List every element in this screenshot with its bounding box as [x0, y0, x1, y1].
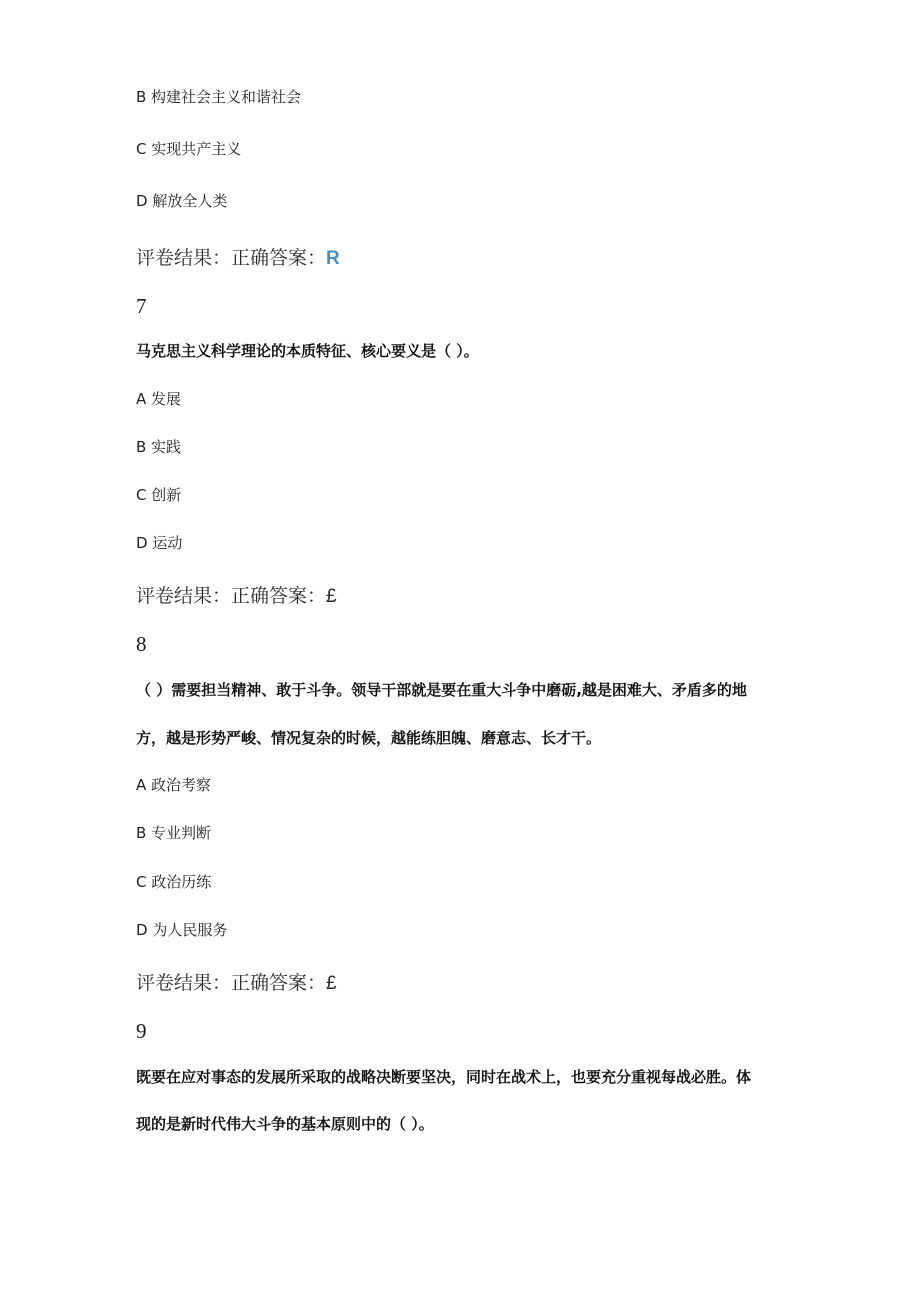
- q8-option-d: D 为人民服务: [136, 921, 228, 939]
- q7-result: [136, 583, 337, 610]
- q8-number: 8: [136, 632, 147, 656]
- q6-option-b: B 构建社会主义和谐社会: [136, 88, 302, 106]
- q8-stem-line-2: 方，越是形势严峻、情况复杂的时候，越能练胆魄、磨意志、长才干。: [136, 729, 602, 747]
- q8-option-a: A 政治考察: [136, 776, 212, 794]
- q8-option-c: C 政治历练: [136, 873, 212, 891]
- q8-result-label: 评卷结果：正确答案：: [136, 972, 327, 994]
- q8-option-b: B 专业判断: [136, 824, 212, 842]
- q7-stem: 马克思主义科学理论的本质特征、核心要义是（ ）。: [136, 342, 479, 360]
- q6-option-c: C 实现共产主义: [136, 140, 242, 158]
- q8-result: [136, 970, 337, 997]
- q9-stem-line-2: 现的是新时代伟大斗争的基本原则中的（ ）。: [136, 1115, 434, 1133]
- q8-result-answer: £: [326, 973, 337, 994]
- q7-result-answer: £: [326, 586, 337, 607]
- q7-option-d: D 运动: [136, 534, 183, 552]
- q7-option-a: A 发展: [136, 390, 182, 408]
- q7-result-label: 评卷结果：正确答案：: [136, 585, 327, 607]
- q6-result-answer: R: [326, 248, 340, 269]
- q9-stem-line-1: 既要在应对事态的发展所采取的战略决断要坚决，同时在战术上，也要充分重视每战必胜。体: [136, 1068, 752, 1086]
- q7-option-b: B 实践: [136, 438, 182, 456]
- q6-result: [136, 245, 340, 272]
- q8-stem-line-1: （ ）需要担当精神、敢于斗争。领导干部就是要在重大斗争中磨砺,越是困难大、矛盾多的地: [136, 681, 747, 699]
- q7-option-c: C 创新: [136, 486, 182, 504]
- q6-option-d: D 解放全人类: [136, 192, 228, 210]
- q7-number: 7: [136, 294, 147, 318]
- q6-result-label: 评卷结果：正确答案：: [136, 247, 327, 269]
- q9-number: 9: [136, 1019, 147, 1043]
